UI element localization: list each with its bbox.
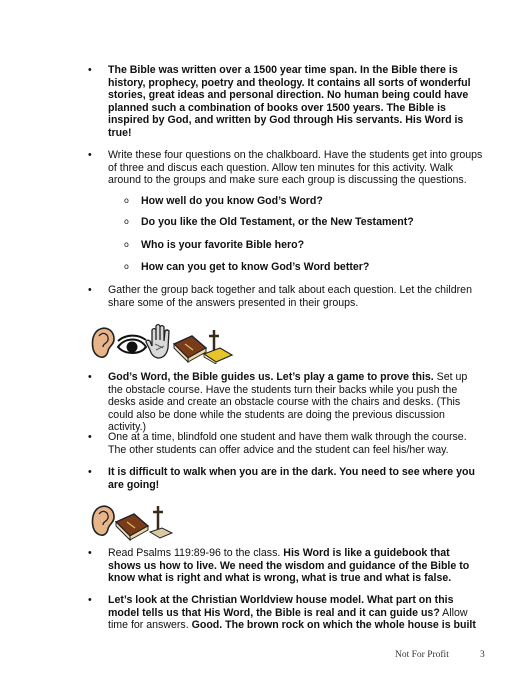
icon-row — [88, 322, 238, 369]
sub-bullet-marker: o — [124, 217, 129, 226]
bullet-marker: • — [88, 149, 92, 161]
question-text: Who is your favorite Bible hero? — [141, 239, 305, 251]
question-text: Do you like the Old Testament, or the New Testament? — [141, 216, 414, 228]
sub-bullet-marker: o — [124, 196, 129, 205]
question-text: How can you get to know God’s Word better? — [141, 261, 370, 273]
bullet-marker: • — [88, 64, 92, 76]
bullet-text: Gather the group back together and talk about each question. Let the children share some of the answers presented in their groups. — [108, 284, 472, 309]
bullet-marker: • — [88, 431, 92, 443]
bible-icon — [174, 336, 206, 362]
bullet-marker: • — [88, 371, 92, 383]
eye-icon — [118, 336, 146, 353]
question-text: How well do you know God’s Word? — [141, 195, 323, 207]
page-number: 3 — [480, 650, 485, 660]
footer-text: Not For Profit — [395, 650, 449, 660]
bullet-marker: • — [88, 284, 92, 296]
bullet-text: God’s Word, the Bible guides us. Let’s play a game to prove this. Set up the obstacle course. Have the students turn their backs while you push the desks aside and create an obstacle course with the chairs and desks. (This could also be done while the students are doing the previous discussion activity.) — [108, 371, 468, 434]
ear-icon — [92, 328, 114, 357]
bullet-marker: • — [88, 594, 92, 606]
bullet-marker: • — [88, 466, 92, 478]
bullet-text: The Bible was written over a 1500 year time span. In the Bible there is history, prophecy, poetry and theology. It contains all sorts of wonderful stories, great ideas and personal direction. No human being could have planned such a combination of books over 1500 years. The Bible is inspired by God, and written by God through His servants. His Word is true! — [108, 64, 471, 139]
bullet-text: It is difficult to walk when you are in the dark. You need to see where you are going! — [108, 466, 475, 491]
hand-icon — [146, 325, 169, 359]
sub-bullet-marker: o — [124, 262, 129, 271]
sub-bullet-marker: o — [124, 240, 129, 249]
icon-row — [88, 500, 178, 547]
bullet-text: Let’s look at the Christian Worldview house model. What part on this model tells us that His Word, the Bible is real and it can guide us? Allow time for answers. Good. The brown rock on which the whole house is built — [108, 594, 476, 632]
ear-icon — [92, 506, 114, 535]
bullet-text: One at a time, blindfold one student and have them walk through the course. The other students can offer advice and the student can feel his/her way. — [108, 431, 467, 456]
bullet-text: Read Psalms 119:89-96 to the class. His Word is like a guidebook that shows us how to live. We need the wisdom and guidance of the Bible to know what is right and what is wrong, what is true and what is false. — [108, 547, 470, 585]
bullet-marker: • — [88, 547, 92, 559]
bible-icon — [116, 514, 148, 540]
bullet-text: Write these four questions on the chalkboard. Have the students get into groups of three and discus each question. Allow ten minutes for this activity. Walk around to the groups and make sure each group is discussing the questions. — [108, 149, 483, 187]
cross-icon — [150, 506, 172, 538]
bible-cross-icon — [204, 330, 232, 364]
